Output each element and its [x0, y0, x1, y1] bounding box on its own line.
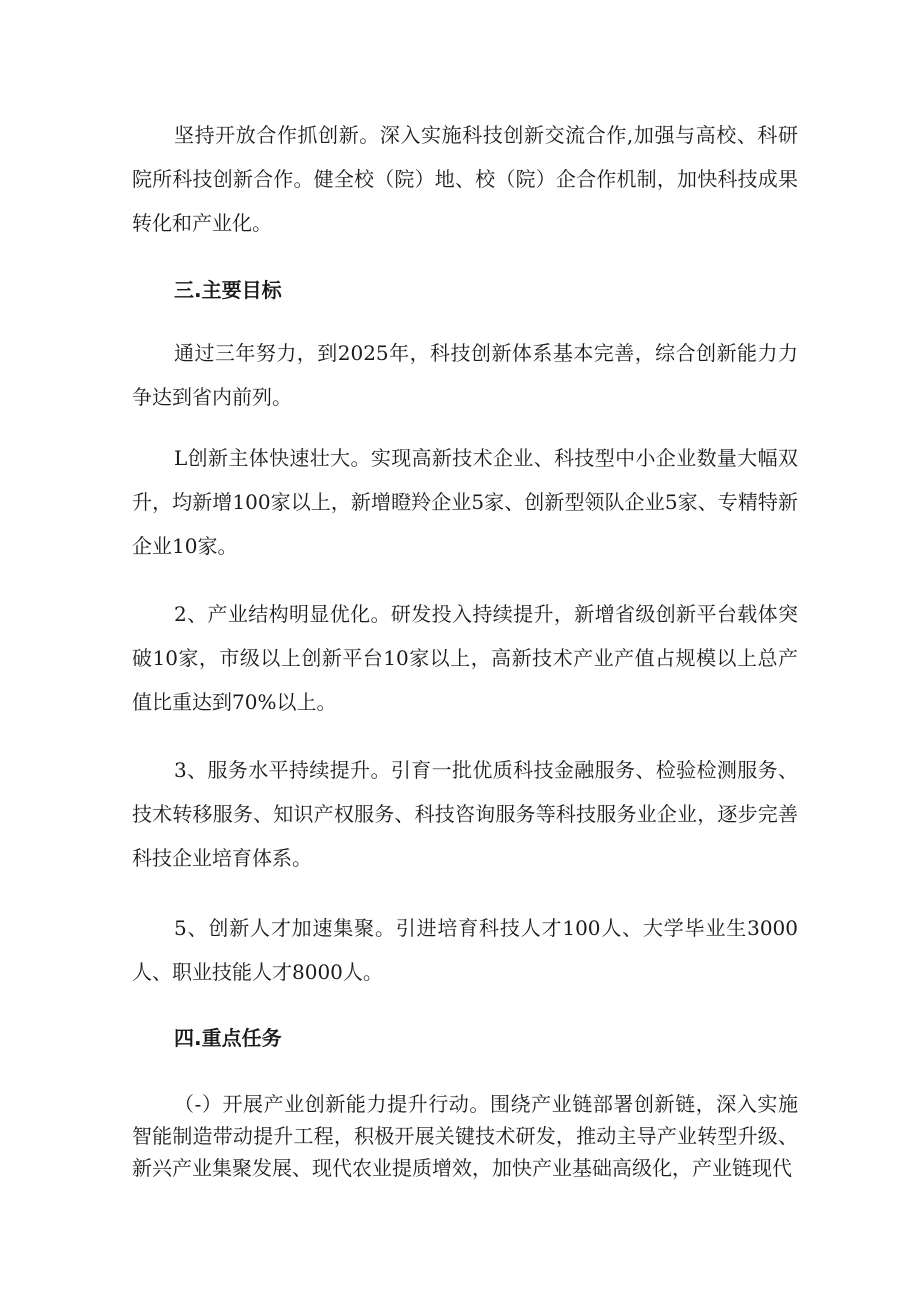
paragraph-goal-innovation-entities: L创新主体快速壮大。实现高新技术企业、科技型中小企业数量大幅双升，均新增100家以上，新增瞪羚企业5家、创新型领队企业5家、专精特新企业10家。	[132, 446, 798, 558]
heading-key-tasks: 四.重点任务	[174, 1026, 282, 1050]
paragraph-goal-talent-gathering: 5、创新人才加速集聚。引进培育科技人才100人、大学毕业生3000人、职业技能人才8000人。	[132, 916, 798, 984]
paragraph-goal-service-level: 3、服务水平持续提升。引育一批优质科技金融服务、检验检测服务、技术转移服务、知识产权服务、科技咨询服务等科技服务业企业，逐步完善科技企业培育体系。	[132, 758, 798, 870]
paragraph-open-cooperation: 坚持开放合作抓创新。深入实施科技创新交流合作,加强与高校、科研院所科技创新合作。健全校（院）地、校（院）企合作机制，加快科技成果转化和产业化。	[132, 123, 798, 235]
heading-main-goals: 三.主要目标	[174, 278, 282, 302]
paragraph-goal-overview: 通过三年努力，到2025年，科技创新体系基本完善，综合创新能力力争达到省内前列。	[132, 341, 798, 409]
paragraph-goal-industry-structure: 2、产业结构明显优化。研发投入持续提升，新增省级创新平台载体突破10家，市级以上创新平台10家以上，高新技术产业产值占规模以上总产值比重达到70%以上。	[132, 602, 798, 714]
paragraph-task-industry-innovation: （-）开展产业创新能力提升行动。围绕产业链部署创新链，深入实施智能制造带动提升工程，积极开展关键技术研发，推动主导产业转型升级、新兴产业集聚发展、现代农业提质增效，加快产业基础高级化，产业链现代	[132, 1092, 798, 1180]
